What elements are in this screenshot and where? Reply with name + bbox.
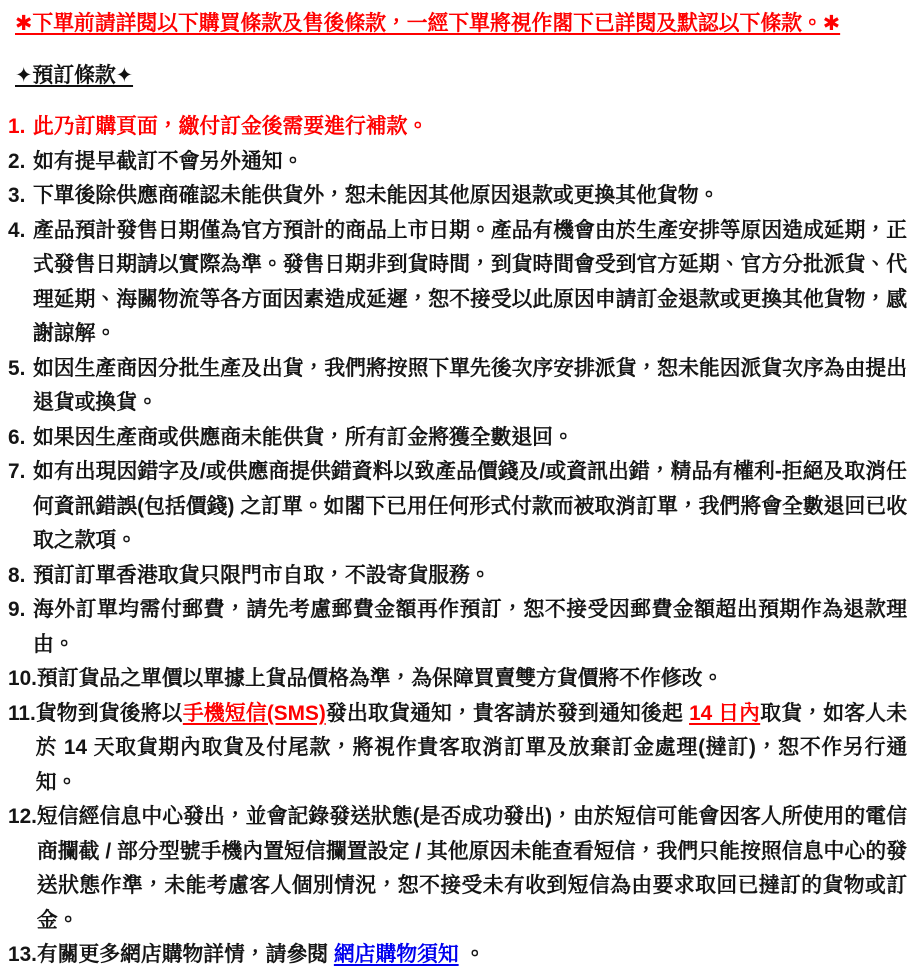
term-item	[8, 421, 907, 456]
term-text-segment: 貨物到貨後將以	[35, 701, 183, 725]
term-item	[8, 145, 907, 180]
term-number: 2.	[8, 149, 26, 173]
term-text-segment: 如有出現因錯字及/或供應商提供錯資料以致產品價錢及/或資訊出錯，精品有權利-拒絕及取消任何資訊錯誤(包括價錢) 之訂單。如閣下已用任何形式付款而被取消訂單，我們將會全數退回已收取之款項。	[33, 460, 907, 552]
term-text	[37, 662, 907, 697]
term-text-segment: 預訂訂單香港取貨只限門市自取，不設寄貨服務。	[33, 563, 491, 587]
red-underline-emphasis: 手機短信(SMS)	[182, 701, 326, 725]
term-item	[8, 800, 907, 938]
term-item	[8, 179, 907, 214]
term-text-segment: 取貨，如客人未於 14 天取貨期內取貨及付尾款，將視作貴客取消訂單及放棄訂金處理(撻訂)，恕不作另行通知。	[35, 701, 908, 794]
term-item	[8, 214, 907, 352]
term-text-segment: 此乃訂購頁面，繳付訂金後需要進行補款。	[33, 115, 429, 138]
term-number: 7.	[8, 460, 26, 483]
term-text	[33, 593, 907, 662]
term-number: 4.	[8, 218, 26, 242]
term-text-segment: 有關更多網店購物詳情，請參閱	[36, 943, 334, 966]
term-text	[33, 421, 907, 456]
term-text-segment: 如果因生產商或供應商未能供貨，所有訂金將獲全數退回。	[33, 425, 574, 449]
term-item	[8, 938, 907, 973]
term-item	[8, 559, 907, 594]
term-text-segment: 下單後除供應商確認未能供貨外，恕未能因其他原因退款或更換其他貨物。	[33, 184, 720, 207]
term-text-segment: 如因生產商因分批生產及出貨，我們將按照下單先後次序安排派貨，恕未能因派貨次序為由提出退貨或換貨。	[33, 356, 907, 414]
store-shopping-guide-link[interactable]: 網店購物須知	[333, 943, 459, 966]
term-text	[33, 179, 907, 214]
term-text-segment: 。	[458, 943, 486, 966]
terms-list	[8, 110, 907, 973]
term-number: 10.	[8, 667, 37, 690]
term-number: 5.	[8, 356, 26, 380]
term-item	[8, 110, 907, 145]
section-heading-preorder-terms: ✦預訂條款✦	[15, 64, 134, 87]
term-text	[33, 455, 907, 559]
term-text	[36, 697, 907, 801]
term-item	[8, 593, 907, 662]
terms-document	[8, 10, 907, 973]
term-text-segment: 發出取貨通知，貴客請於發到通知後起	[325, 701, 690, 725]
term-number: 9.	[8, 598, 26, 621]
term-text-segment: 預訂貨品之單價以單據上貨品價格為準，為保障買賣雙方貨價將不作修改。	[36, 667, 724, 690]
pre-order-notice-banner: ✱下單前請詳閱以下購買條款及售後條款，一經下單將視作閣下已詳閱及默認以下條款。✱	[15, 12, 841, 35]
term-text-segment: 如有提早截訂不會另外通知。	[33, 149, 304, 173]
term-item	[8, 352, 907, 421]
term-text	[37, 800, 907, 938]
term-number: 1.	[8, 115, 26, 138]
term-text	[37, 938, 907, 973]
term-item	[8, 697, 907, 801]
term-item	[8, 662, 907, 697]
term-text	[33, 559, 907, 594]
term-number: 3.	[8, 184, 26, 207]
term-number: 11.	[8, 701, 36, 725]
red-underline-emphasis: 14 日內	[689, 701, 761, 725]
term-text	[33, 110, 907, 145]
term-number: 8.	[8, 563, 26, 587]
term-number: 6.	[8, 425, 26, 449]
term-text	[33, 145, 907, 180]
term-text-segment: 海外訂單均需付郵費，請先考慮郵費金額再作預訂，恕不接受因郵費金額超出預期作為退款理由。	[33, 598, 907, 656]
term-text	[33, 352, 907, 421]
term-text	[33, 214, 907, 352]
term-number: 12.	[8, 805, 37, 828]
term-number: 13.	[8, 943, 37, 966]
term-text-segment: 短信經信息中心發出，並會記錄發送狀態(是否成功發出)，由於短信可能會因客人所使用的電信商攔截 / 部分型號手機內置短信攔置設定 / 其他原因未能查看短信，我們只能按照信息中心的發送狀態作準，未能考慮客人個別情況，恕不接受未有收到短信為由要求取回已撻訂的貨物或訂金。	[36, 805, 907, 932]
term-item	[8, 455, 907, 559]
term-text-segment: 產品預計發售日期僅為官方預計的商品上市日期。產品有機會由於生產安排等原因造成延期，正式發售日期請以實際為準。發售日期非到貨時間，到貨時間會受到官方延期、官方分批派貨、代理延期、海關物流等各方面因素造成延遲，恕不接受以此原因申請訂金退款或更換其他貨物，感謝諒解。	[33, 218, 907, 345]
